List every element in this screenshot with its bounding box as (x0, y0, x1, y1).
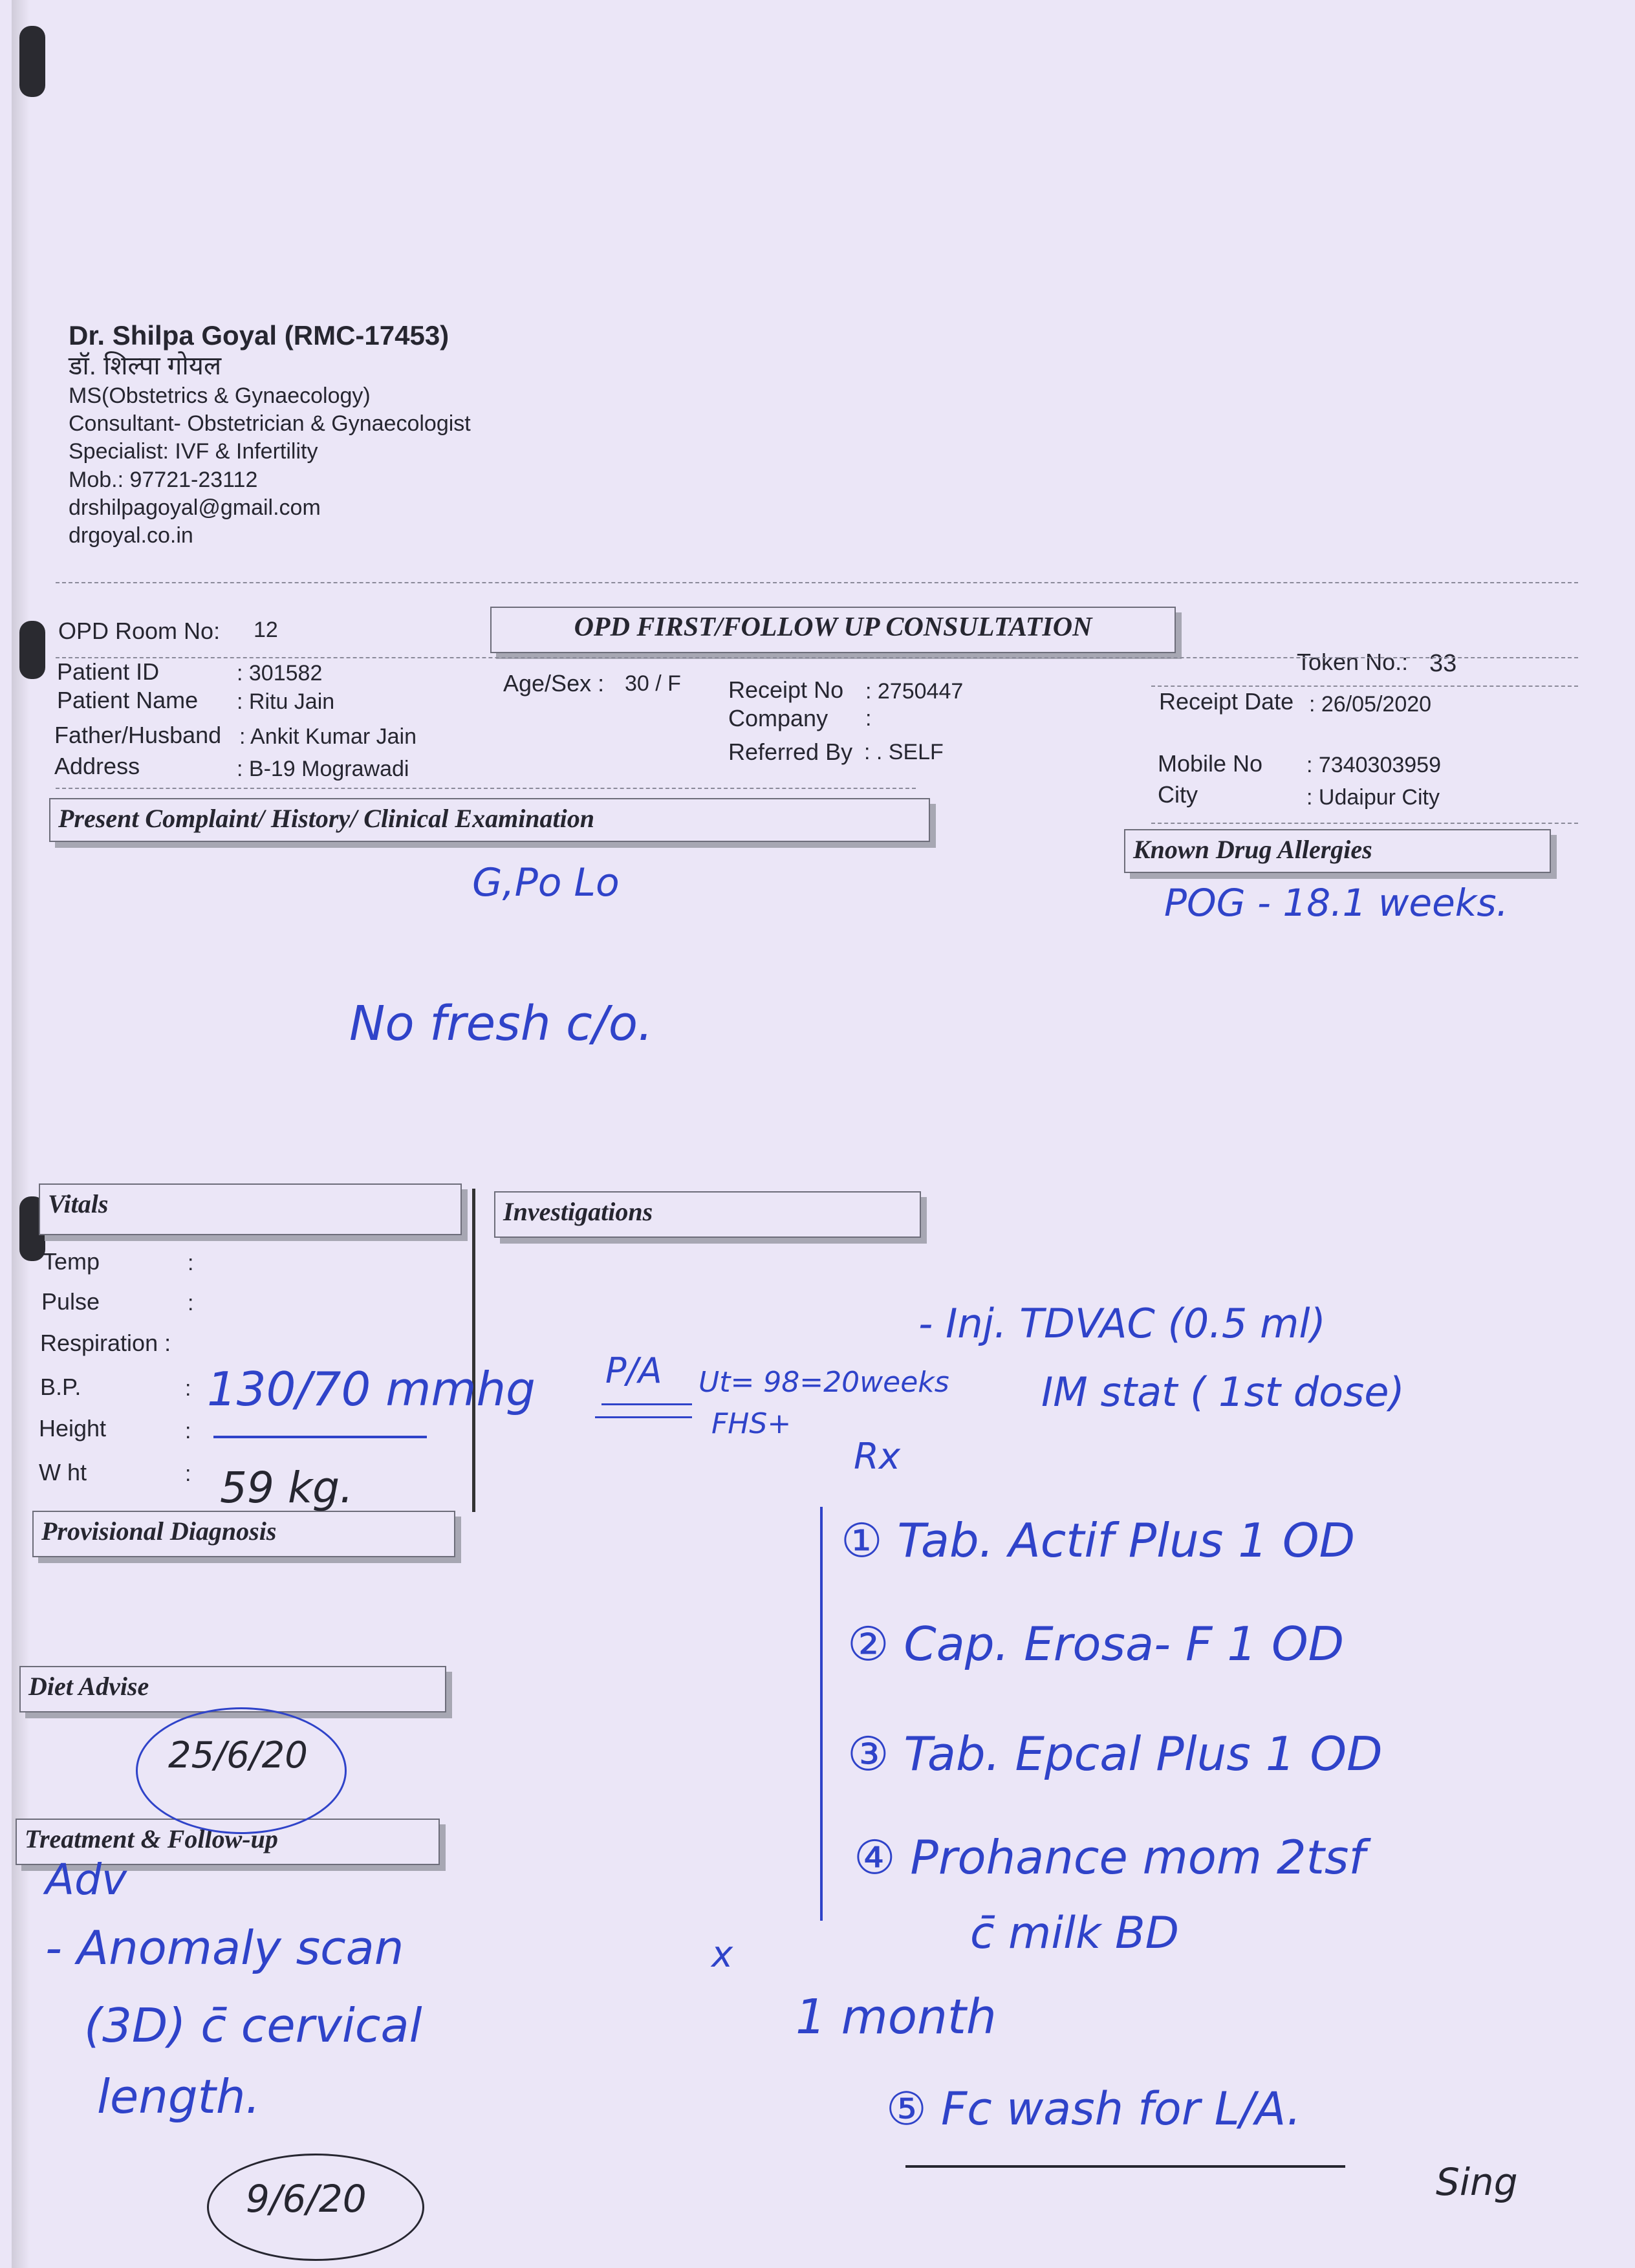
father-value: : Ankit Kumar Jain (239, 724, 417, 749)
receipt-no-value: : 2750447 (865, 679, 964, 704)
patient-id-label: Patient ID (57, 658, 160, 685)
hw-complaint: No fresh c/o. (349, 996, 653, 1052)
opd-room-value: 12 (254, 618, 278, 642)
age-sex-label: Age/Sex : (503, 670, 605, 697)
vital-pulse-label: Pulse (41, 1288, 100, 1315)
vital-respiration-label: Respiration : (40, 1330, 171, 1356)
age-sex-value: 30 / F (625, 671, 681, 696)
hw-injection-1: - Inj. TDVAC (0.5 ml) (918, 1300, 1326, 1347)
hw-uterus: Ut= 98=20weeks (698, 1366, 949, 1399)
divider (56, 788, 916, 789)
section-diet: Diet Advise (19, 1666, 446, 1712)
punch-hole (19, 26, 45, 97)
doctor-signature: Sing (1436, 2160, 1518, 2204)
receipt-no-label: Receipt No (728, 676, 844, 703)
vital-bp-label: B.P. (40, 1374, 81, 1400)
divider (56, 657, 1578, 658)
vital-height-label: Height (39, 1415, 107, 1442)
hw-pog: POG - 18.1 weeks. (1164, 881, 1508, 925)
hw-med-3: ③ Tab. Epcal Plus 1 OD (847, 1727, 1383, 1781)
hw-advice-1: - Anomaly scan (45, 1921, 404, 1975)
company-label: Company (728, 705, 828, 731)
opd-room-label: OPD Room No: (58, 618, 221, 644)
hw-pa: P/A (605, 1350, 662, 1391)
hw-med-5: ⑤ Fc wash for L/A. (886, 2082, 1301, 2135)
company-value: : (865, 706, 872, 731)
hw-advice-3: length. (97, 2069, 261, 2124)
divider (1151, 823, 1578, 824)
hw-obstetric-history: G,Po Lo (472, 860, 620, 905)
hw-duration: 1 month (796, 1989, 997, 2045)
referred-by-label: Referred By (728, 739, 853, 765)
city-label: City (1158, 781, 1198, 808)
form-title: OPD FIRST/FOLLOW UP CONSULTATION (490, 607, 1176, 653)
hw-date-treatment: 9/6/20 (246, 2177, 367, 2221)
hw-underline (905, 2165, 1345, 2168)
section-allergies: Known Drug Allergies (1124, 829, 1551, 873)
vitals-divider-line (472, 1189, 475, 1512)
vital-weight-label: W ht (39, 1459, 87, 1485)
hw-med-1: ① Tab. Actif Plus 1 OD (841, 1513, 1356, 1568)
doctor-specialist: Specialist: IVF & Infertility (69, 439, 318, 464)
section-vitals: Vitals (39, 1183, 462, 1235)
vital-height-colon: : (185, 1419, 191, 1443)
doctor-header (69, 320, 471, 548)
hw-underline (601, 1403, 692, 1405)
vital-temp-label: Temp (43, 1248, 100, 1275)
hw-injection-2: IM stat ( 1st dose) (1041, 1368, 1405, 1416)
hw-underline (595, 1416, 692, 1418)
address-label: Address (54, 753, 140, 779)
city-value: : Udaipur City (1306, 785, 1440, 810)
vital-weight-colon: : (185, 1462, 191, 1486)
doctor-name: Dr. Shilpa Goyal (RMC-17453) (69, 320, 449, 351)
doctor-email: drshilpagoyal@gmail.com (69, 495, 321, 520)
hw-med-2: ② Cap. Erosa- F 1 OD (847, 1617, 1345, 1671)
hw-fhs: FHS+ (711, 1407, 792, 1440)
doctor-website: drgoyal.co.in (69, 523, 193, 548)
hw-med-4a: ④ Prohance mom 2tsf (854, 1830, 1365, 1885)
receipt-date-value: : 26/05/2020 (1309, 692, 1432, 717)
hw-bracket-line (820, 1507, 823, 1921)
hw-underline (213, 1436, 427, 1438)
hw-date-diet: 25/6/20 (168, 1734, 308, 1777)
mobile-value: : 7340303959 (1306, 753, 1441, 777)
hw-weight: 59 kg. (220, 1463, 354, 1513)
vital-temp-colon: : (188, 1251, 194, 1275)
section-investigations: Investigations (494, 1191, 921, 1238)
token-value: 33 (1429, 650, 1457, 677)
hw-x-mark: x (711, 1934, 733, 1976)
doctor-degree: MS(Obstetrics & Gynaecology) (69, 383, 371, 409)
doctor-mobile: Mob.: 97721-23112 (69, 467, 258, 492)
punch-hole (19, 621, 45, 679)
hw-rx: Rx (854, 1436, 901, 1478)
hw-advice-2: (3D) c̄ cervical (84, 1998, 422, 2053)
section-treatment: Treatment & Follow-up (16, 1819, 440, 1865)
hw-advice-heading: Adv (45, 1855, 127, 1905)
section-complaint: Present Complaint/ History/ Clinical Examination (49, 798, 930, 842)
binder-edge (12, 0, 30, 2268)
referred-by-value: : . SELF (864, 740, 944, 764)
hw-bp: 130/70 mmhg (207, 1362, 536, 1416)
token-label: Token No.: (1297, 649, 1409, 675)
address-value: : B-19 Mograwadi (237, 757, 409, 781)
patient-id-value: : 301582 (237, 661, 323, 686)
patient-name-value: : Ritu Jain (237, 689, 335, 714)
mobile-label: Mobile No (1158, 750, 1263, 777)
hw-med-4b: c̄ milk BD (970, 1908, 1180, 1959)
divider (1151, 686, 1578, 687)
father-label: Father/Husband (54, 722, 222, 748)
vital-bp-colon: : (185, 1376, 191, 1401)
doctor-name-hindi: डॉ. शिल्पा गोयल (69, 352, 222, 381)
divider (56, 582, 1578, 583)
doctor-title: Consultant- Obstetrician & Gynaecologist (69, 411, 471, 437)
vital-pulse-colon: : (188, 1291, 194, 1315)
section-diagnosis: Provisional Diagnosis (32, 1511, 455, 1557)
patient-name-label: Patient Name (57, 687, 199, 713)
receipt-date-label: Receipt Date (1159, 688, 1294, 715)
